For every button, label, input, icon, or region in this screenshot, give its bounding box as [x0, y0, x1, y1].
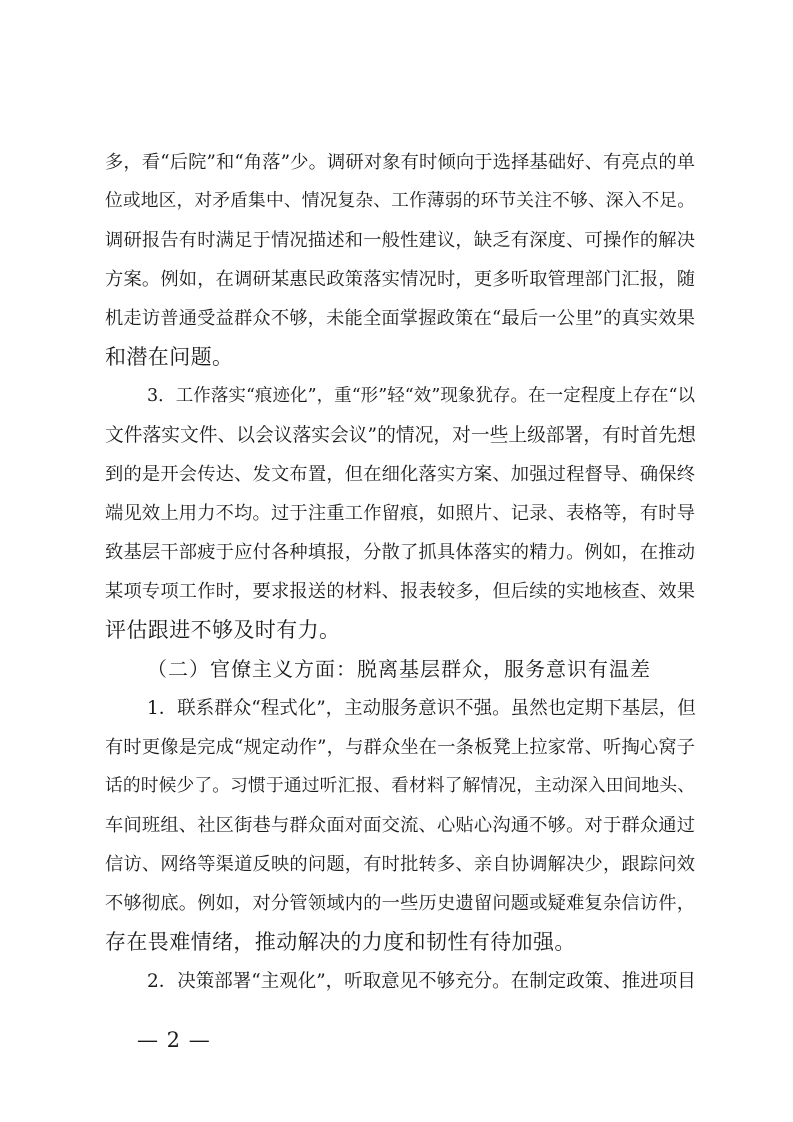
body-text-line: 调研报告有时满足于情况描述和一般性建议，缺乏有深度、可操作的解决 — [105, 230, 695, 251]
body-text-line: 到的是开会传达、发文布置，但在细化落实方案、加强过程督导、确保终 — [105, 464, 695, 485]
body-text-line: 话的时候少了。习惯于通过听汇报、看材料了解情况，主动深入田间地头、 — [105, 776, 695, 796]
body-text-line: 某项专项工作时，要求报送的材料、报表较多，但后续的实地核查、效果 — [105, 581, 695, 602]
body-text-line: 不够彻底。例如，对分管领域内的一些历史遗留问题或疑难复杂信访件， — [105, 893, 695, 914]
body-text-line: 机走访普通受益群众不够，未能全面掌握政策在“最后一公里”的真实效果 — [105, 308, 695, 329]
body-text-line: 2．决策部署“主观化”，听取意见不够充分。在制定政策、推进项目 — [147, 971, 696, 992]
body-text-line: 致基层干部疲于应付各种填报，分散了抓具体落实的精力。例如，在推动 — [105, 542, 695, 563]
body-text-line: 端见效上用力不均。过于注重工作留痕，如照片、记录、表格等，有时导 — [105, 503, 695, 524]
body-text-line: 多，看“后院”和“角落”少。调研对象有时倾向于选择基础好、有亮点的单 — [105, 152, 695, 173]
body-text-line: 方案。例如，在调研某惠民政策落实情况时，更多听取管理部门汇报，随 — [105, 269, 695, 290]
body-text-line: 1．联系群众“程式化”，主动服务意识不强。虽然也定期下基层，但 — [147, 698, 696, 719]
body-text-line: 存在畏难情绪，推动解决的力度和韧性有待加强。 — [105, 930, 576, 954]
body-text-line: 有时更像是完成“规定动作”，与群众坐在一条板凳上拉家常、听掏心窝子 — [105, 737, 695, 758]
body-text-line: 信访、网络等渠道反映的问题，有时批转多、亲自协调解决少，跟踪问效 — [105, 854, 695, 875]
page-number: — 2 — — [137, 1028, 211, 1052]
body-text-line: 文件落实文件、以会议落实会议”的情况，对一些上级部署，有时首先想 — [105, 425, 696, 446]
body-text-line: 评估跟进不够及时有力。 — [105, 618, 341, 642]
section-heading: （二）官僚主义方面：脱离基层群众，服务意识有温差 — [147, 657, 651, 681]
body-text-line: 车间班组、社区街巷与群众面对面交流、心贴心沟通不够。对于群众通过 — [105, 815, 695, 836]
body-text-line: 和潜在问题。 — [105, 345, 234, 369]
body-text-line: 3．工作落实“痕迹化”，重“形”轻“效”现象犹存。在一定程度上存在“以 — [147, 386, 695, 406]
body-text-line: 位或地区，对矛盾集中、情况复杂、工作薄弱的环节关注不够、深入不足。 — [105, 191, 695, 211]
